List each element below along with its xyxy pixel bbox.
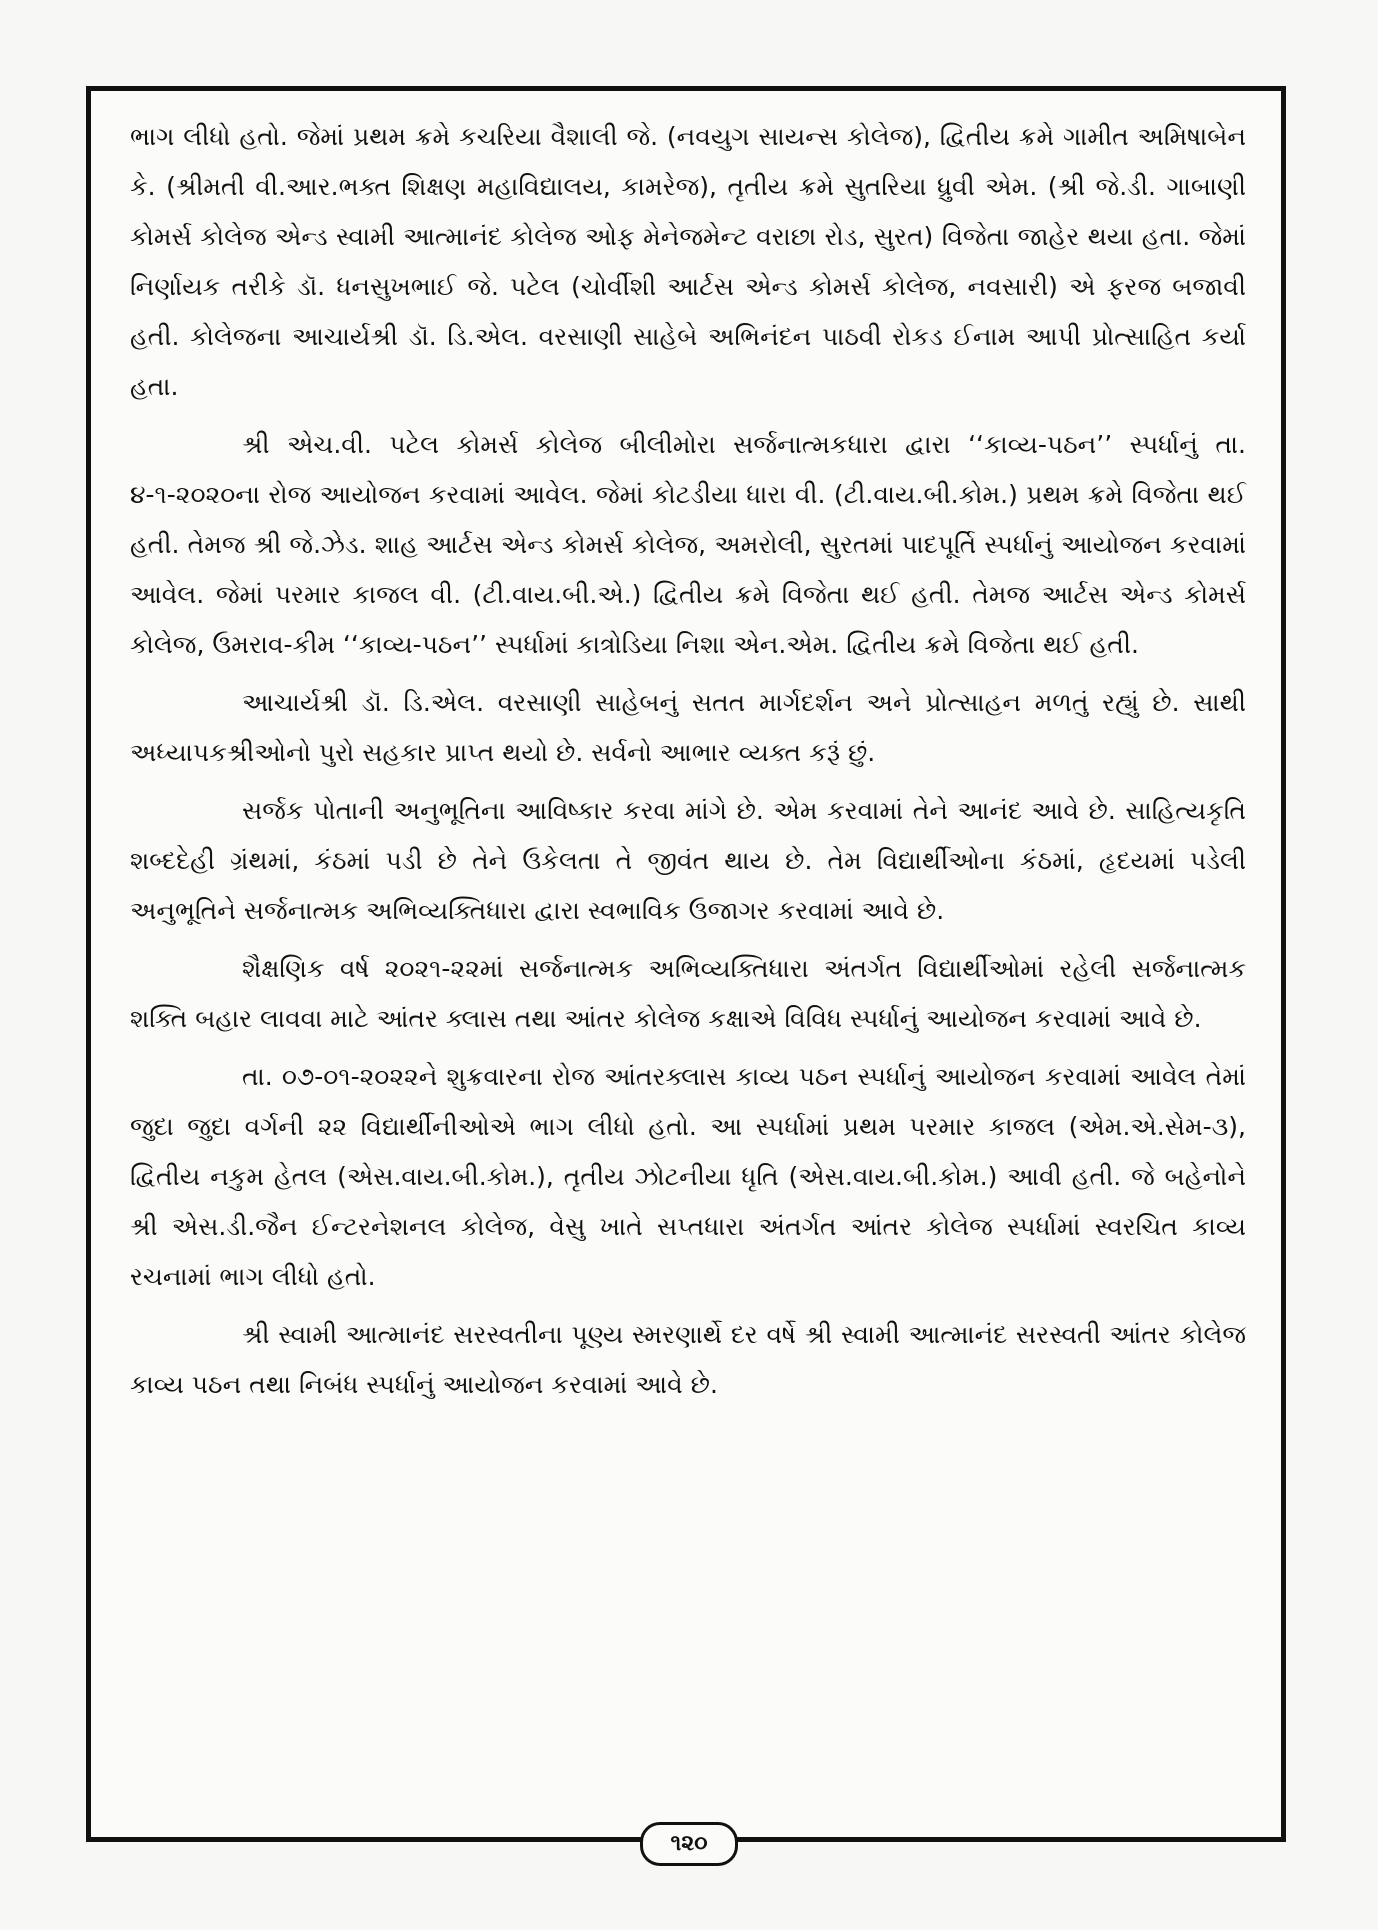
page-number: ૧૨૦ [640,1822,738,1866]
paragraph-1: ભાગ લીધો હતો. જેમાં પ્રથમ ક્રમે કચરિયા વૈશાલી જે. (નવયુગ સાયન્સ કોલેજ), દ્વિતીય ક્રમે ગામીત અમિષાબેન કે. (શ્રીમતી વી.આર.ભક્ત શિક્ષણ મહાવિદ્યાલય, કામરેજ), તૃતીય ક્રમે સુતરિયા ધ્રુવી એમ. (શ્રી જે.ડી. ગાબાણી કોમર્સ કોલેજ એન્ડ સ્વામી આત્માનંદ કોલેજ ઓફ મેનેજમેન્ટ વરાછા રોડ, સુરત) વિજેતા જાહેર થયા હતા. જેમાં નિર્ણાયક તરીકે ડૉ. ધનસુખભાઈ જે. પટેલ (ચોર્વીશી આર્ટસ એન્ડ કોમર્સ કોલેજ, નવસારી) એ ફરજ બજાવી હતી. કોલેજના આચાર્યશ્રી ડૉ. ડિ.એલ. વરસાણી સાહેબે અભિનંદન પાઠવી રોકડ ઈનામ આપી પ્રોત્સાહિત કર્યા હતા. [130,122,1246,401]
paragraph-5: શૈક્ષણિક વર્ષ ૨૦૨૧-૨૨માં સર્જનાત્મક અભિવ્યક્તિધારા અંતર્ગત વિદ્યાર્થીઓમાં રહેલી સર્જનાત્મક શક્તિ બહાર લાવવા માટે આંતર ક્લાસ તથા આંતર કોલેજ કક્ષાએ વિવિધ સ્પર્ધાનું આયોજન કરવામાં આવે છે. [130,954,1246,1033]
paragraph-7: શ્રી સ્વામી આત્માનંદ સરસ્વતીના પૂણ્ય સ્મરણાર્થે દર વર્ષે શ્રી સ્વામી આત્માનંદ સરસ્વતી આંતર કોલેજ કાવ્ય પઠન તથા નિબંધ સ્પર્ધાનું આયોજન કરવામાં આવે છે. [130,1320,1246,1399]
page-footer [0,1822,1378,1866]
paragraph-2: શ્રી એચ.વી. પટેલ કોમર્સ કોલેજ બીલીમોરા સર્જનાત્મકધારા દ્વારા ‘‘કાવ્ય-પઠન’’ સ્પર્ધાનું તા. ૪-૧-૨૦૨૦ના રોજ આયોજન કરવામાં આવેલ. જેમાં કોટડીયા ધારા વી. (ટી.વાય.બી.કોમ.) પ્રથમ ક્રમે વિજેતા થઈ હતી. તેમજ શ્રી જે.ઝેડ. શાહ આર્ટસ એન્ડ કોમર્સ કોલેજ, અમરોલી, સુરતમાં પાદપૂર્તિ સ્પર્ધાનું આયોજન કરવામાં આવેલ. જેમાં પરમાર કાજલ વી. (ટી.વાય.બી.એ.) દ્વિતીય ક્રમે વિજેતા થઈ હતી. તેમજ આર્ટસ એન્ડ કોમર્સ કોલેજ, ઉમરાવ-કીમ ‘‘કાવ્ય-પઠન’’ સ્પર્ધામાં કાત્રોડિયા નિશા એન.એમ. દ્વિતીય ક્રમે વિજેતા થઈ હતી. [130,430,1246,659]
paragraph-4: સર્જક પોતાની અનુભૂતિના આવિષ્કાર કરવા માંગે છે. એમ કરવામાં તેને આનંદ આવે છે. સાહિત્યકૃતિ શબ્દદેહી ગ્રંથમાં, કંઠમાં પડી છે તેને ઉકેલતા તે જીવંત થાય છે. તેમ વિદ્યાર્થીઓના કંઠમાં, હૃદયમાં પડેલી અનુભૂતિને સર્જનાત્મક અભિવ્યક્તિધારા દ્વારા સ્વભાવિક ઉજાગર કરવામાં આવે છે. [130,796,1246,925]
paragraph-3: આચાર્યશ્રી ડૉ. ડિ.એલ. વરસાણી સાહેબનું સતત માર્ગદર્શન અને પ્રોત્સાહન મળતું રહ્યું છે. સાથી અધ્યાપકશ્રીઓનો પુરો સહકાર પ્રાપ્ત થયો છે. સર્વનો આભાર વ્યક્ત કરૂં છું. [130,688,1246,767]
document-body [130,112,1246,1418]
paragraph-6: તા. ૦૭-૦૧-૨૦૨૨ને શુક્રવારના રોજ આંતરક્લાસ કાવ્ય પઠન સ્પર્ધાનું આયોજન કરવામાં આવેલ તેમાં જુદા જુદા વર્ગની ૨૨ વિદ્યાર્થીનીઓએ ભાગ લીધો હતો. આ સ્પર્ધામાં પ્રથમ પરમાર કાજલ (એમ.એ.સેમ-૩), દ્વિતીય નકુમ હેતલ (એસ.વાય.બી.કોમ.), તૃતીય ઝોટનીયા ધૃતિ (એસ.વાય.બી.કોમ.) આવી હતી. જે બહેનોને શ્રી એસ.ડી.જૈન ઈન્ટરનેશનલ કોલેજ, વેસુ ખાતે સપ્તધારા અંતર્ગત આંતર કોલેજ સ્પર્ધામાં સ્વરચિત કાવ્ય રચનામાં ભાગ લીધો હતો. [130,1062,1246,1291]
